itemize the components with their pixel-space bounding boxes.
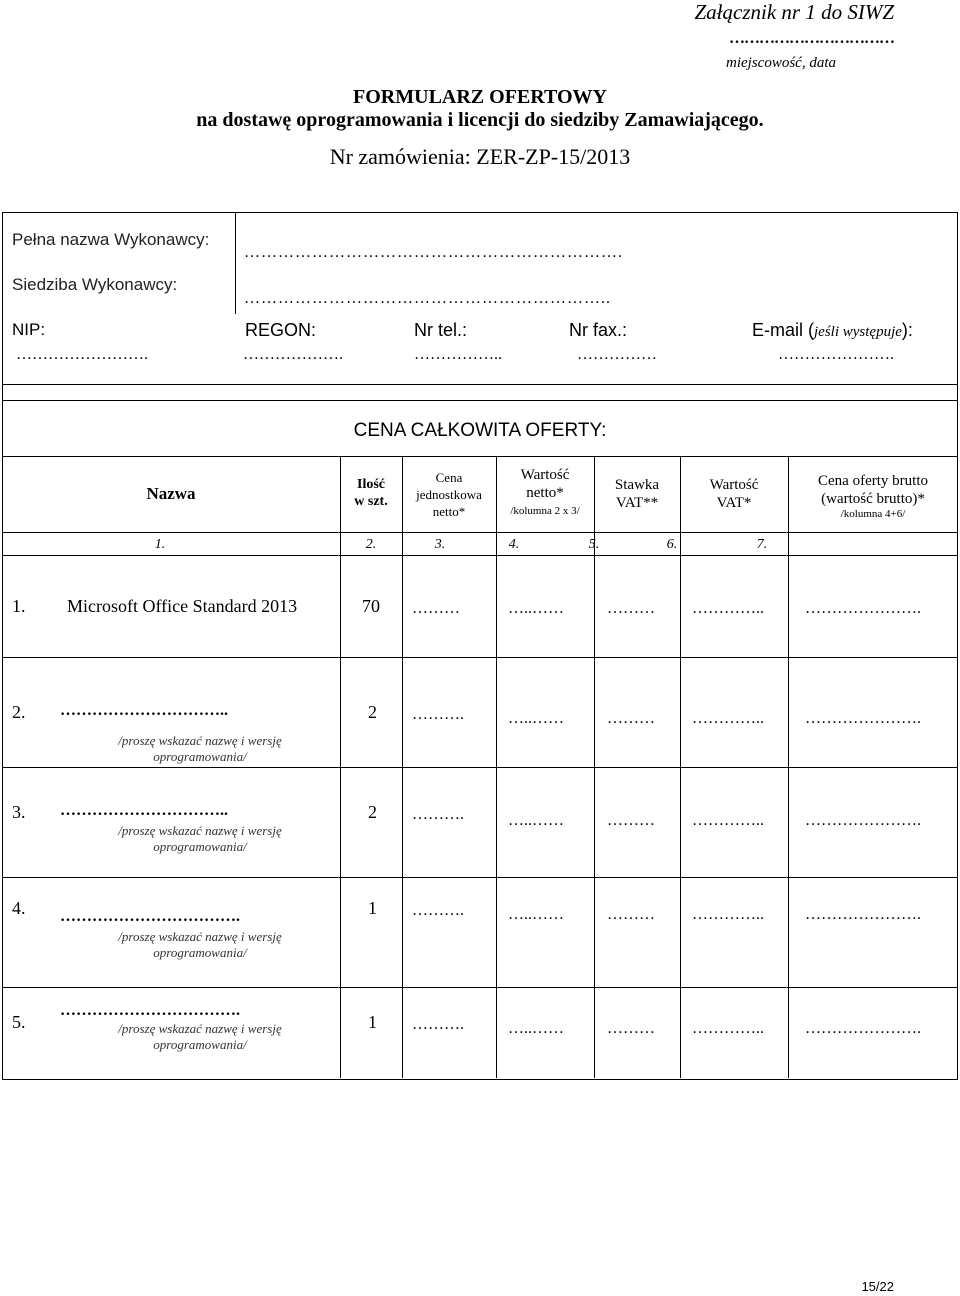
attachment-label: Załącznik nr 1 do SIWZ	[694, 0, 894, 24]
column-number: 6.	[666, 537, 678, 552]
place-dots: ……………………………	[729, 30, 894, 47]
contractor-seat-label: Siedziba Wykonawcy:	[12, 275, 178, 294]
regon-label: REGON:	[245, 320, 317, 340]
column-number: 7.	[756, 537, 768, 552]
vat-value-field[interactable]: …………..	[692, 710, 764, 727]
product-name-field[interactable]: …………………………….	[60, 1002, 240, 1019]
tel-field[interactable]: ……………..	[414, 346, 502, 363]
page-number: 15/22	[861, 1279, 894, 1294]
net-value-field[interactable]: …..……	[508, 600, 564, 617]
net-value-field[interactable]: …..……	[508, 710, 564, 727]
row-rule	[2, 987, 958, 988]
table-header-bottom-rule	[2, 532, 958, 533]
quantity: 2	[368, 702, 377, 722]
vat-value-field[interactable]: …………..	[692, 600, 764, 617]
nip-field[interactable]: …………………….	[16, 346, 148, 363]
table-row-number: 3.	[12, 802, 26, 822]
unit-price-field[interactable]: ………	[412, 600, 460, 617]
col-header-unit-price: Cena jednostkowa netto*	[416, 470, 482, 519]
table-header-top-rule	[2, 456, 958, 457]
place-date-caption: miejscowość, data	[726, 55, 836, 71]
contact-bottom-rule	[2, 384, 958, 385]
column-number: 3.	[434, 537, 446, 552]
table-row-number: 5.	[12, 1012, 26, 1032]
col-header-vat-rate: Stawka VAT**	[614, 477, 660, 511]
order-number	[0, 144, 960, 170]
gross-value-field[interactable]: ………………….	[805, 600, 921, 617]
product-name: Microsoft Office Standard 2013	[67, 596, 298, 616]
regon-field[interactable]: ……………….	[243, 346, 343, 363]
product-name-field[interactable]: …………………………..	[60, 802, 228, 819]
row-rule	[2, 767, 958, 768]
unit-price-field[interactable]: ……….	[412, 806, 464, 823]
net-value-field[interactable]: …..……	[508, 1020, 564, 1037]
unit-price-field[interactable]: ……….	[412, 706, 464, 723]
gross-value-field[interactable]: ………………….	[805, 906, 921, 923]
column-number: 1.	[154, 537, 166, 552]
nip-label: NIP:	[12, 320, 46, 339]
vat-rate-field[interactable]: ………	[607, 812, 655, 829]
total-top-rule	[2, 400, 958, 401]
fax-field[interactable]: ……………	[577, 346, 657, 363]
vat-rate-field[interactable]: ………	[607, 710, 655, 727]
total-offer-label: CENA CAŁKOWITA OFERTY:	[353, 420, 607, 441]
form-title: FORMULARZ OFERTOWY	[353, 86, 607, 108]
vat-value-field[interactable]: …………..	[692, 906, 764, 923]
unit-price-field[interactable]: ……….	[412, 1016, 464, 1033]
fax-label: Nr fax.:	[569, 320, 628, 340]
quantity: 70	[362, 596, 380, 616]
product-name-field[interactable]: …………………………….	[60, 908, 240, 925]
vat-rate-field[interactable]: ………	[607, 1020, 655, 1037]
product-name-hint: /proszę wskazać nazwę i wersję oprogramowania/	[118, 1021, 282, 1052]
col-header-qty: Ilość w szt.	[354, 477, 388, 509]
vat-value-field[interactable]: …………..	[692, 812, 764, 829]
table-row-number: 1.	[12, 596, 26, 616]
col-header-name: Nazwa	[146, 484, 196, 503]
unit-price-field[interactable]: ……….	[412, 902, 464, 919]
order-value: ZER-ZP-15/2013	[476, 144, 631, 169]
vat-value-field[interactable]: …………..	[692, 1020, 764, 1037]
contractor-name-label: Pełna nazwa Wykonawcy:	[12, 230, 210, 249]
row-rule	[2, 877, 958, 878]
column-number: 2.	[365, 537, 377, 552]
contractor-name-field[interactable]: ………………………………………………………….	[244, 244, 623, 261]
gross-value-field[interactable]: ………………….	[805, 1020, 921, 1037]
col-header-vat-value: Wartość VAT*	[709, 477, 759, 511]
quantity: 1	[368, 898, 377, 918]
product-name-hint: /proszę wskazać nazwę i wersję oprogramowania/	[118, 733, 282, 764]
gross-value-field[interactable]: ………………….	[805, 710, 921, 727]
net-value-field[interactable]: …..……	[508, 906, 564, 923]
table-row-number: 4.	[12, 898, 26, 918]
net-value-field[interactable]: …..……	[508, 812, 564, 829]
email-label: E-mail (jeśli występuje):	[752, 320, 913, 340]
column-number: 4.	[508, 537, 520, 552]
email-note: jeśli występuje	[814, 324, 902, 340]
form-subtitle: na dostawę oprogramowania i licencji do siedziby Zamawiającego.	[196, 109, 764, 131]
quantity: 2	[368, 802, 377, 822]
product-name-hint: /proszę wskazać nazwę i wersję oprogramowania/	[118, 929, 282, 960]
row-rule	[2, 657, 958, 658]
col-header-net-value: Wartość netto* /kolumna 2 x 3/	[510, 467, 580, 517]
col-header-gross: Cena oferty brutto (wartość brutto)* /kolumna 4+6/	[818, 473, 928, 520]
gross-value-field[interactable]: ………………….	[805, 812, 921, 829]
product-name-hint: /proszę wskazać nazwę i wersję oprogramowania/	[118, 823, 282, 854]
vat-rate-field[interactable]: ………	[607, 600, 655, 617]
contractor-seat-field[interactable]: ………………………………………………………..	[244, 290, 611, 307]
quantity: 1	[368, 1012, 377, 1032]
vat-rate-field[interactable]: ………	[607, 906, 655, 923]
email-field[interactable]: ………………….	[778, 346, 894, 363]
tel-label: Nr tel.:	[414, 320, 468, 340]
order-label: Nr zamówienia:	[329, 144, 471, 169]
table-row-number: 2.	[12, 702, 26, 722]
column-numbers-rule	[2, 555, 958, 556]
product-name-field[interactable]: …………………………..	[60, 702, 228, 719]
label-divider	[235, 212, 236, 314]
column-number: 5.	[588, 537, 600, 552]
